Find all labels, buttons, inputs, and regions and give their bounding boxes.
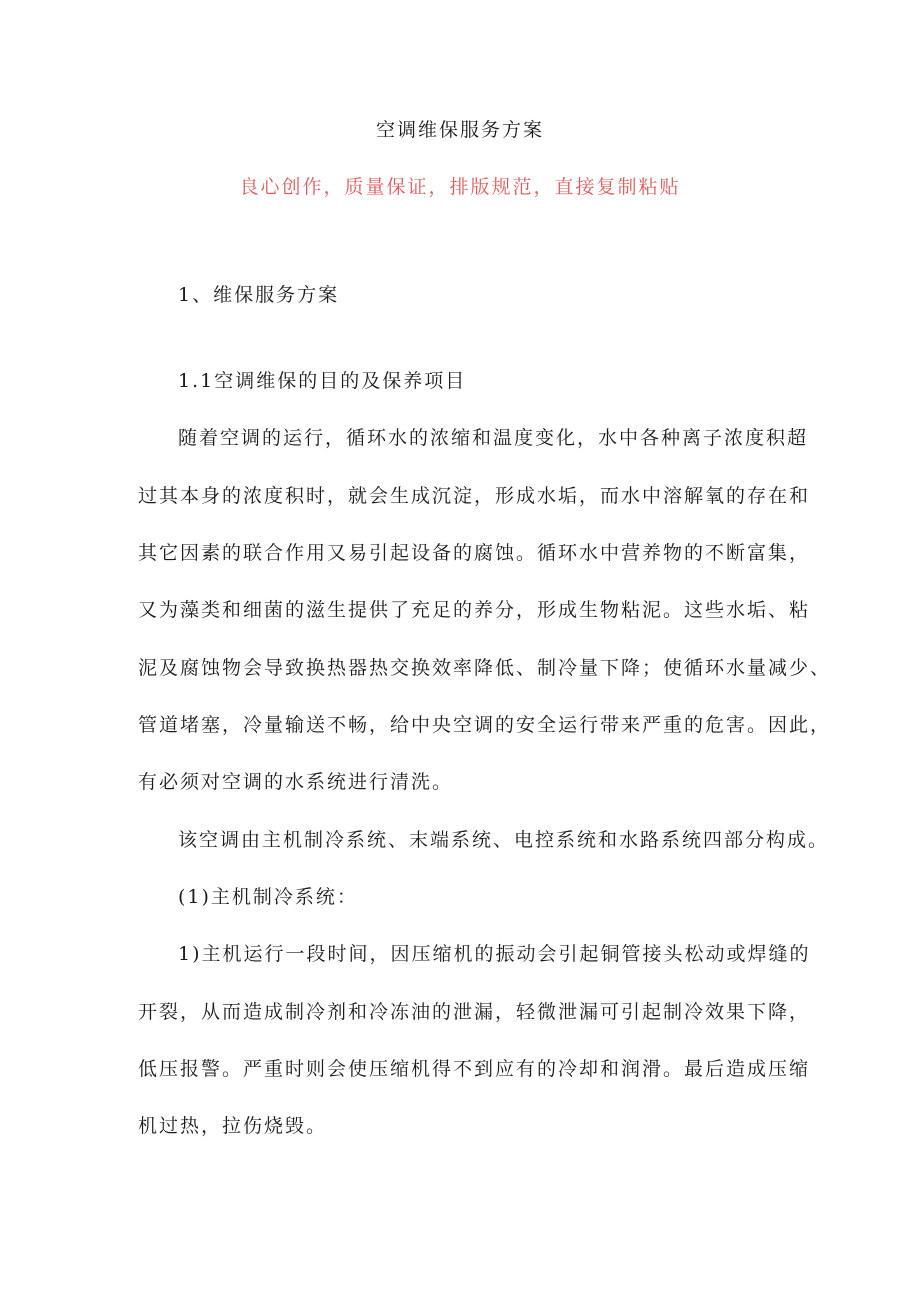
paragraph-1-line: 随着空调的运行，循环水的浓缩和温度变化，水中各种离子浓度积超: [178, 427, 809, 449]
paragraph-1-line: 过其本身的浓度积时，就会生成沉淀，形成水垢，而水中溶解氧的存在和: [138, 485, 811, 507]
paragraph-3-line: 1)主机运行一段时间，因压缩机的振动会引起铜管接头松动或焊缝的: [178, 943, 811, 965]
paragraph-3-line: 开裂，从而造成制冷剂和冷冻油的泄漏，轻微泄漏可引起制冷效果下降，: [138, 1001, 811, 1023]
paragraph-1-line: 管道堵塞，冷量输送不畅，给中央空调的安全运行带来严重的危害。因此，: [138, 714, 832, 736]
paragraph-1-line: 泥及腐蚀物会导致换热器热交换效率降低、制冷量下降；使循环水量减少、: [138, 657, 832, 679]
paragraph-1-line: 又为藻类和细菌的滋生提供了充足的养分，形成生物粘泥。这些水垢、粘: [138, 599, 811, 621]
section-1-1-heading: 1.1空调维保的目的及保养项目: [178, 370, 467, 392]
paragraph-1-line: 其它因素的联合作用又易引起设备的腐蚀。循环水中营养物的不断富集，: [138, 542, 811, 564]
document-subtitle: 良心创作，质量保证，排版规范，直接复制粘贴: [239, 176, 681, 198]
paragraph-3-line: 低压报警。严重时则会使压缩机得不到应有的冷却和润滑。最后造成压缩: [138, 1058, 811, 1080]
sub-heading-main-refrigeration: (1)主机制冷系统：: [178, 886, 358, 908]
paragraph-1-line: 有必须对空调的水系统进行清洗。: [138, 771, 454, 793]
section-1-heading: 1、维保服务方案: [178, 284, 340, 306]
paragraph-3-line: 机过热，拉伤烧毁。: [138, 1115, 328, 1137]
document-title: 空调维保服务方案: [375, 119, 544, 141]
paragraph-2: 该空调由主机制冷系统、末端系统、电控系统和水路系统四部分构成。: [178, 829, 830, 851]
